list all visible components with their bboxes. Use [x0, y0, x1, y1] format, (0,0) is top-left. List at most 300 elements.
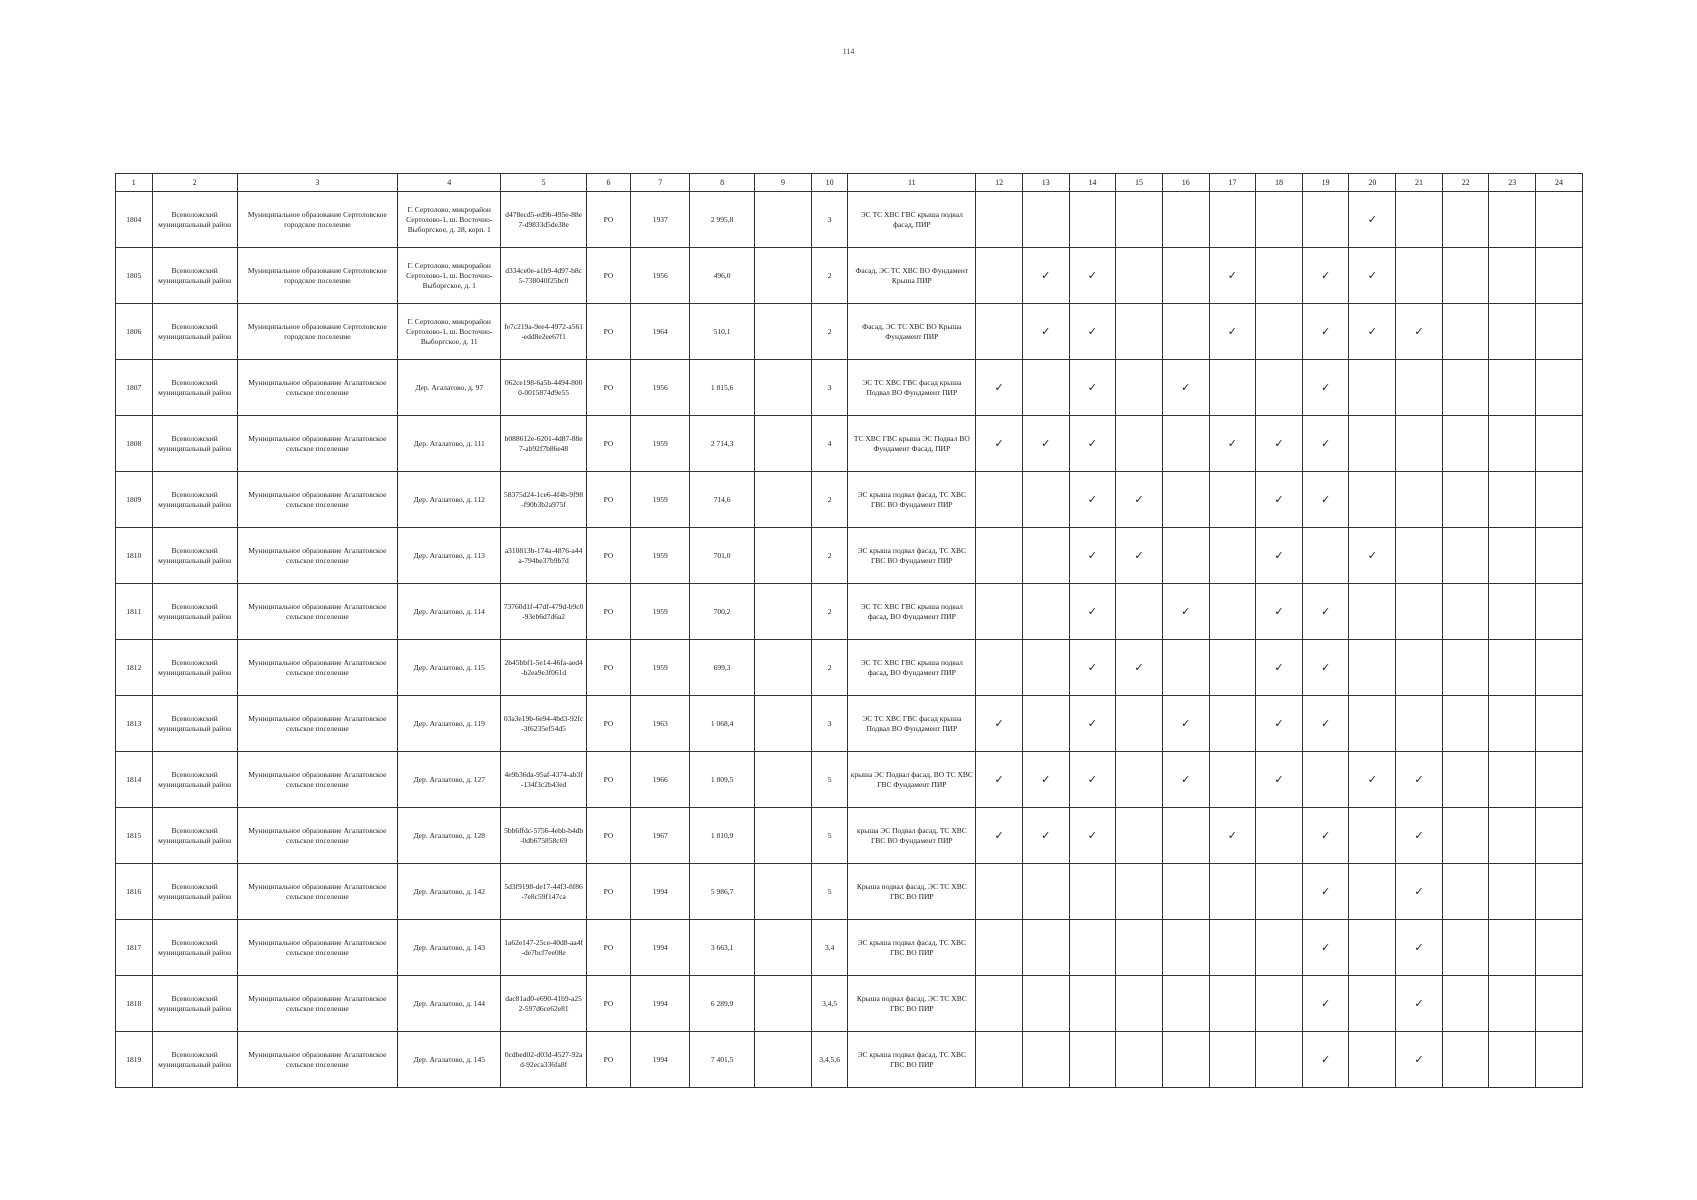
empty-cell [976, 584, 1023, 640]
check-mark-icon: ✓ [1302, 640, 1349, 696]
check-mark-icon: ✓ [1396, 752, 1443, 808]
check-mark-icon: ✓ [976, 808, 1023, 864]
column10-cell: 2 [811, 248, 848, 304]
column10-cell: 3 [811, 696, 848, 752]
address-cell: Дер. Агалатово, д. 144 [398, 976, 501, 1032]
column9-cell [755, 192, 812, 248]
empty-cell [1022, 920, 1069, 976]
empty-cell [1489, 640, 1536, 696]
empty-cell [1442, 1032, 1489, 1088]
check-mark-icon: ✓ [1396, 920, 1443, 976]
empty-cell [1256, 976, 1303, 1032]
empty-cell [1209, 472, 1256, 528]
column-header: 15 [1116, 174, 1163, 192]
works-cell: ЭС крыша подвал фасад, ТС ХВС ГВС ВО Фундамент ПИР [848, 528, 976, 584]
check-mark-icon: ✓ [1256, 752, 1303, 808]
column-header: 4 [398, 174, 501, 192]
district-cell: Всеволожский муниципальный район [152, 416, 237, 472]
empty-cell [1396, 584, 1443, 640]
empty-cell [1442, 584, 1489, 640]
works-cell: ЭС ТС ХВС ГВС фасад крыша Подвал ВО Фундамент ПИР [848, 696, 976, 752]
type-cell: РО [586, 752, 631, 808]
column-header: 13 [1022, 174, 1069, 192]
empty-cell [1442, 192, 1489, 248]
empty-cell [1116, 416, 1163, 472]
check-mark-icon: ✓ [1069, 304, 1116, 360]
type-cell: РО [586, 360, 631, 416]
empty-cell [1069, 920, 1116, 976]
empty-cell [1536, 920, 1583, 976]
empty-cell [1536, 864, 1583, 920]
row-number: 1815 [116, 808, 153, 864]
check-mark-icon: ✓ [1116, 472, 1163, 528]
empty-cell [976, 528, 1023, 584]
empty-cell [1022, 192, 1069, 248]
empty-cell [1489, 304, 1536, 360]
empty-cell [976, 920, 1023, 976]
works-cell: ЭС крыша подвал фасад, ТС ХВС ГВС ВО ПИР [848, 1032, 976, 1088]
empty-cell [1489, 528, 1536, 584]
table-row [116, 696, 1583, 752]
empty-cell [976, 864, 1023, 920]
year-cell: 1959 [631, 528, 690, 584]
empty-cell [1209, 752, 1256, 808]
empty-cell [1256, 864, 1303, 920]
empty-cell [1116, 304, 1163, 360]
column-header: 1 [116, 174, 153, 192]
check-mark-icon: ✓ [1256, 472, 1303, 528]
type-cell: РО [586, 808, 631, 864]
column10-cell: 5 [811, 864, 848, 920]
column-header: 14 [1069, 174, 1116, 192]
year-cell: 1959 [631, 584, 690, 640]
empty-cell [1489, 584, 1536, 640]
check-mark-icon: ✓ [1302, 584, 1349, 640]
type-cell: РО [586, 864, 631, 920]
guid-cell: a310813b-174a-4876-a44a-794be37b9b7d [501, 528, 586, 584]
empty-cell [1116, 976, 1163, 1032]
check-mark-icon: ✓ [1302, 1032, 1349, 1088]
row-number: 1816 [116, 864, 153, 920]
check-mark-icon: ✓ [1069, 752, 1116, 808]
column-header: 12 [976, 174, 1023, 192]
guid-cell: fe7c219a-9ee4-4972-a561-edd8e2ee67f1 [501, 304, 586, 360]
check-mark-icon: ✓ [1162, 360, 1209, 416]
check-mark-icon: ✓ [976, 360, 1023, 416]
empty-cell [1536, 360, 1583, 416]
district-cell: Всеволожский муниципальный район [152, 864, 237, 920]
empty-cell [1209, 864, 1256, 920]
column-header: 2 [152, 174, 237, 192]
type-cell: РО [586, 696, 631, 752]
empty-cell [1442, 416, 1489, 472]
empty-cell [1256, 360, 1303, 416]
empty-cell [1489, 976, 1536, 1032]
type-cell: РО [586, 472, 631, 528]
empty-cell [1489, 1032, 1536, 1088]
empty-cell [1162, 1032, 1209, 1088]
empty-cell [1489, 360, 1536, 416]
check-mark-icon: ✓ [1256, 696, 1303, 752]
check-mark-icon: ✓ [1069, 696, 1116, 752]
column-header: 19 [1302, 174, 1349, 192]
address-cell: Дер. Агалатово, д. 145 [398, 1032, 501, 1088]
empty-cell [1256, 1032, 1303, 1088]
empty-cell [1162, 416, 1209, 472]
column9-cell [755, 808, 812, 864]
municipality-cell: Муниципальное образование Сертоловское городское поселение [237, 304, 397, 360]
guid-cell: 58375d24-1ce6-4f4b-9f98-f90b3b2a975f [501, 472, 586, 528]
empty-cell [1209, 640, 1256, 696]
row-number: 1806 [116, 304, 153, 360]
type-cell: РО [586, 1032, 631, 1088]
check-mark-icon: ✓ [1302, 920, 1349, 976]
page-number: 114 [842, 47, 855, 56]
municipality-cell: Муниципальное образование Агалатовское сельское поселение [237, 920, 397, 976]
area-cell: 2 995,8 [690, 192, 755, 248]
column-header: 23 [1489, 174, 1536, 192]
empty-cell [1489, 920, 1536, 976]
guid-cell: d478ecd5-ed9b-495e-88e7-d9833d5de38e [501, 192, 586, 248]
empty-cell [1349, 920, 1396, 976]
empty-cell [1442, 752, 1489, 808]
empty-cell [1396, 640, 1443, 696]
address-cell: Дер. Агалатово, д. 112 [398, 472, 501, 528]
column-header: 3 [237, 174, 397, 192]
empty-cell [1069, 976, 1116, 1032]
column10-cell: 4 [811, 416, 848, 472]
empty-cell [1209, 528, 1256, 584]
empty-cell [1209, 696, 1256, 752]
check-mark-icon: ✓ [1209, 808, 1256, 864]
empty-cell [1209, 584, 1256, 640]
district-cell: Всеволожский муниципальный район [152, 360, 237, 416]
table-row [116, 1032, 1583, 1088]
guid-cell: b088612e-6201-4d87-88e7-ab92f7b86e48 [501, 416, 586, 472]
column10-cell: 5 [811, 752, 848, 808]
year-cell: 1959 [631, 640, 690, 696]
works-cell: ЭС крыша подвал фасад, ТС ХВС ГВС ВО ПИР [848, 920, 976, 976]
empty-cell [1209, 360, 1256, 416]
address-cell: Г. Сертолово, микрорайон Сертолово-1, ш. Восточно-Выборгское, д. 11 [398, 304, 501, 360]
empty-cell [1442, 976, 1489, 1032]
column9-cell [755, 640, 812, 696]
empty-cell [1536, 192, 1583, 248]
district-cell: Всеволожский муниципальный район [152, 1032, 237, 1088]
municipality-cell: Муниципальное образование Агалатовское сельское поселение [237, 584, 397, 640]
column-header: 6 [586, 174, 631, 192]
column9-cell [755, 304, 812, 360]
column-header: 24 [1536, 174, 1583, 192]
address-cell: Г. Сертолово, микрорайон Сертолово-1, ш. Восточно-Выборгское, д. 28, корп. 1 [398, 192, 501, 248]
empty-cell [1256, 248, 1303, 304]
empty-cell [1489, 192, 1536, 248]
check-mark-icon: ✓ [1302, 304, 1349, 360]
empty-cell [1162, 472, 1209, 528]
type-cell: РО [586, 920, 631, 976]
district-cell: Всеволожский муниципальный район [152, 640, 237, 696]
year-cell: 1959 [631, 416, 690, 472]
empty-cell [1162, 304, 1209, 360]
table-row [116, 584, 1583, 640]
address-cell: Дер. Агалатово, д. 119 [398, 696, 501, 752]
check-mark-icon: ✓ [1396, 304, 1443, 360]
column9-cell [755, 360, 812, 416]
works-cell: крыша ЭС Подвал фасад, ТС ХВС ГВС ВО Фундамент ПИР [848, 808, 976, 864]
area-cell: 496,0 [690, 248, 755, 304]
district-cell: Всеволожский муниципальный район [152, 304, 237, 360]
empty-cell [1536, 416, 1583, 472]
type-cell: РО [586, 528, 631, 584]
empty-cell [1536, 808, 1583, 864]
row-number: 1814 [116, 752, 153, 808]
empty-cell [1442, 304, 1489, 360]
column9-cell [755, 920, 812, 976]
empty-cell [976, 1032, 1023, 1088]
empty-cell [1116, 1032, 1163, 1088]
check-mark-icon: ✓ [1116, 640, 1163, 696]
table-row [116, 976, 1583, 1032]
row-number: 1817 [116, 920, 153, 976]
empty-cell [1162, 640, 1209, 696]
column9-cell [755, 752, 812, 808]
empty-cell [1302, 752, 1349, 808]
empty-cell [1396, 528, 1443, 584]
empty-cell [1349, 864, 1396, 920]
empty-cell [1022, 976, 1069, 1032]
guid-cell: d334ce0e-a1b9-4d97-b8c5-738040f25bc0 [501, 248, 586, 304]
column10-cell: 2 [811, 528, 848, 584]
empty-cell [1396, 248, 1443, 304]
check-mark-icon: ✓ [1209, 248, 1256, 304]
area-cell: 699,3 [690, 640, 755, 696]
guid-cell: 2b45bbf1-5e14-46fa-aed4-b2ea9e3f061d [501, 640, 586, 696]
guid-cell: 062ce198-6a5b-4494-8000-0015874d9e55 [501, 360, 586, 416]
municipality-cell: Муниципальное образование Агалатовское сельское поселение [237, 528, 397, 584]
row-number: 1805 [116, 248, 153, 304]
check-mark-icon: ✓ [1069, 248, 1116, 304]
guid-cell: 1a62e147-25ce-40d8-aa4f-de7bcf7ee08e [501, 920, 586, 976]
row-number: 1810 [116, 528, 153, 584]
row-number: 1812 [116, 640, 153, 696]
address-cell: Дер. Агалатово, д. 111 [398, 416, 501, 472]
empty-cell [1349, 584, 1396, 640]
check-mark-icon: ✓ [1022, 304, 1069, 360]
empty-cell [1116, 752, 1163, 808]
year-cell: 1937 [631, 192, 690, 248]
column-header: 9 [755, 174, 812, 192]
check-mark-icon: ✓ [1302, 248, 1349, 304]
municipality-cell: Муниципальное образование Агалатовское сельское поселение [237, 640, 397, 696]
year-cell: 1967 [631, 808, 690, 864]
municipality-cell: Муниципальное образование Агалатовское сельское поселение [237, 752, 397, 808]
district-cell: Всеволожский муниципальный район [152, 248, 237, 304]
check-mark-icon: ✓ [1396, 864, 1443, 920]
works-cell: Фасад, ЭС ТС ХВС ВО Фундамент Крыша ПИР [848, 248, 976, 304]
column-header: 18 [1256, 174, 1303, 192]
works-cell: ЭС ТС ХВС ГВС крыша подвал фасад, ПИР [848, 192, 976, 248]
check-mark-icon: ✓ [1349, 528, 1396, 584]
empty-cell [1536, 304, 1583, 360]
column9-cell [755, 528, 812, 584]
table-row [116, 808, 1583, 864]
table-row [116, 864, 1583, 920]
address-cell: Дер. Агалатово, д. 127 [398, 752, 501, 808]
empty-cell [1116, 808, 1163, 864]
table-row [116, 752, 1583, 808]
empty-cell [1489, 696, 1536, 752]
empty-cell [1442, 864, 1489, 920]
year-cell: 1956 [631, 248, 690, 304]
empty-cell [1256, 920, 1303, 976]
column-header: 20 [1349, 174, 1396, 192]
area-cell: 1 809,5 [690, 752, 755, 808]
column10-cell: 5 [811, 808, 848, 864]
empty-cell [1069, 864, 1116, 920]
column10-cell: 2 [811, 584, 848, 640]
type-cell: РО [586, 304, 631, 360]
empty-cell [1489, 416, 1536, 472]
check-mark-icon: ✓ [1396, 976, 1443, 1032]
district-cell: Всеволожский муниципальный район [152, 808, 237, 864]
empty-cell [1489, 472, 1536, 528]
table-row [116, 248, 1583, 304]
municipality-cell: Муниципальное образование Агалатовское сельское поселение [237, 808, 397, 864]
address-cell: Дер. Агалатово, д. 114 [398, 584, 501, 640]
empty-cell [1022, 1032, 1069, 1088]
empty-cell [1536, 1032, 1583, 1088]
empty-cell [1536, 528, 1583, 584]
district-cell: Всеволожский муниципальный район [152, 584, 237, 640]
column9-cell [755, 416, 812, 472]
type-cell: РО [586, 584, 631, 640]
district-cell: Всеволожский муниципальный район [152, 472, 237, 528]
empty-cell [1116, 696, 1163, 752]
column10-cell: 3,4,5,6 [811, 1032, 848, 1088]
check-mark-icon: ✓ [976, 696, 1023, 752]
column10-cell: 3,4,5 [811, 976, 848, 1032]
type-cell: РО [586, 248, 631, 304]
column10-cell: 2 [811, 304, 848, 360]
check-mark-icon: ✓ [1256, 584, 1303, 640]
column-header: 10 [811, 174, 848, 192]
row-number: 1804 [116, 192, 153, 248]
check-mark-icon: ✓ [1069, 360, 1116, 416]
check-mark-icon: ✓ [1069, 808, 1116, 864]
table-row [116, 192, 1583, 248]
empty-cell [1536, 248, 1583, 304]
empty-cell [1536, 640, 1583, 696]
check-mark-icon: ✓ [1022, 752, 1069, 808]
area-cell: 510,1 [690, 304, 755, 360]
empty-cell [1349, 640, 1396, 696]
row-number: 1819 [116, 1032, 153, 1088]
area-cell: 7 401,5 [690, 1032, 755, 1088]
empty-cell [1022, 472, 1069, 528]
empty-cell [1349, 1032, 1396, 1088]
check-mark-icon: ✓ [1256, 528, 1303, 584]
empty-cell [1396, 360, 1443, 416]
municipality-cell: Муниципальное образование Агалатовское сельское поселение [237, 416, 397, 472]
guid-cell: 5d3f9198-de17-44f3-8f86-7e8c59f147ca [501, 864, 586, 920]
check-mark-icon: ✓ [1022, 248, 1069, 304]
empty-cell [1396, 472, 1443, 528]
empty-cell [1442, 472, 1489, 528]
check-mark-icon: ✓ [1162, 752, 1209, 808]
area-cell: 714,6 [690, 472, 755, 528]
empty-cell [1302, 528, 1349, 584]
municipality-cell: Муниципальное образование Сертоловское городское поселение [237, 248, 397, 304]
table-row [116, 304, 1583, 360]
year-cell: 1966 [631, 752, 690, 808]
guid-cell: 5bb6ffdc-5756-4ebb-b4db-0db675858c69 [501, 808, 586, 864]
empty-cell [1396, 416, 1443, 472]
empty-cell [1489, 248, 1536, 304]
empty-cell [1302, 192, 1349, 248]
district-cell: Всеволожский муниципальный район [152, 976, 237, 1032]
column9-cell [755, 248, 812, 304]
column9-cell [755, 864, 812, 920]
check-mark-icon: ✓ [976, 752, 1023, 808]
check-mark-icon: ✓ [1349, 304, 1396, 360]
table-row [116, 920, 1583, 976]
check-mark-icon: ✓ [1256, 640, 1303, 696]
column10-cell: 2 [811, 640, 848, 696]
empty-cell [1442, 920, 1489, 976]
empty-cell [1349, 416, 1396, 472]
check-mark-icon: ✓ [1069, 584, 1116, 640]
empty-cell [1442, 248, 1489, 304]
column-header: 11 [848, 174, 976, 192]
municipality-cell: Муниципальное образование Агалатовское сельское поселение [237, 472, 397, 528]
municipality-cell: Муниципальное образование Агалатовское сельское поселение [237, 360, 397, 416]
column-number-header [116, 174, 1583, 192]
check-mark-icon: ✓ [1069, 416, 1116, 472]
works-cell: ЭС крыша подвал фасад, ТС ХВС ГВС ВО Фундамент ПИР [848, 472, 976, 528]
area-cell: 701,0 [690, 528, 755, 584]
column-header: 22 [1442, 174, 1489, 192]
column9-cell [755, 1032, 812, 1088]
area-cell: 5 986,7 [690, 864, 755, 920]
check-mark-icon: ✓ [1162, 696, 1209, 752]
empty-cell [976, 192, 1023, 248]
column10-cell: 3,4 [811, 920, 848, 976]
address-cell: Дер. Агалатово, д. 113 [398, 528, 501, 584]
municipality-cell: Муниципальное образование Агалатовское сельское поселение [237, 1032, 397, 1088]
municipality-cell: Муниципальное образование Агалатовское сельское поселение [237, 696, 397, 752]
works-cell: ТС ХВС ГВС крыша ЭС Подвал ВО Фундамент Фасад, ПИР [848, 416, 976, 472]
empty-cell [1116, 584, 1163, 640]
column-header: 21 [1396, 174, 1443, 192]
district-cell: Всеволожский муниципальный район [152, 192, 237, 248]
type-cell: РО [586, 976, 631, 1032]
empty-cell [1349, 360, 1396, 416]
row-number: 1813 [116, 696, 153, 752]
empty-cell [1536, 584, 1583, 640]
check-mark-icon: ✓ [1069, 472, 1116, 528]
table-row [116, 528, 1583, 584]
type-cell: РО [586, 192, 631, 248]
check-mark-icon: ✓ [1209, 416, 1256, 472]
column10-cell: 2 [811, 472, 848, 528]
column9-cell [755, 584, 812, 640]
column9-cell [755, 472, 812, 528]
address-cell: Г. Сертолово, микрорайон Сертолово-1, ш. Восточно-Выборгское, д. 1 [398, 248, 501, 304]
area-cell: 1 815,6 [690, 360, 755, 416]
area-cell: 6 289,9 [690, 976, 755, 1032]
check-mark-icon: ✓ [1302, 808, 1349, 864]
works-cell: ЭС ТС ХВС ГВС фасад крыша Подвал ВО Фундамент ПИР [848, 360, 976, 416]
